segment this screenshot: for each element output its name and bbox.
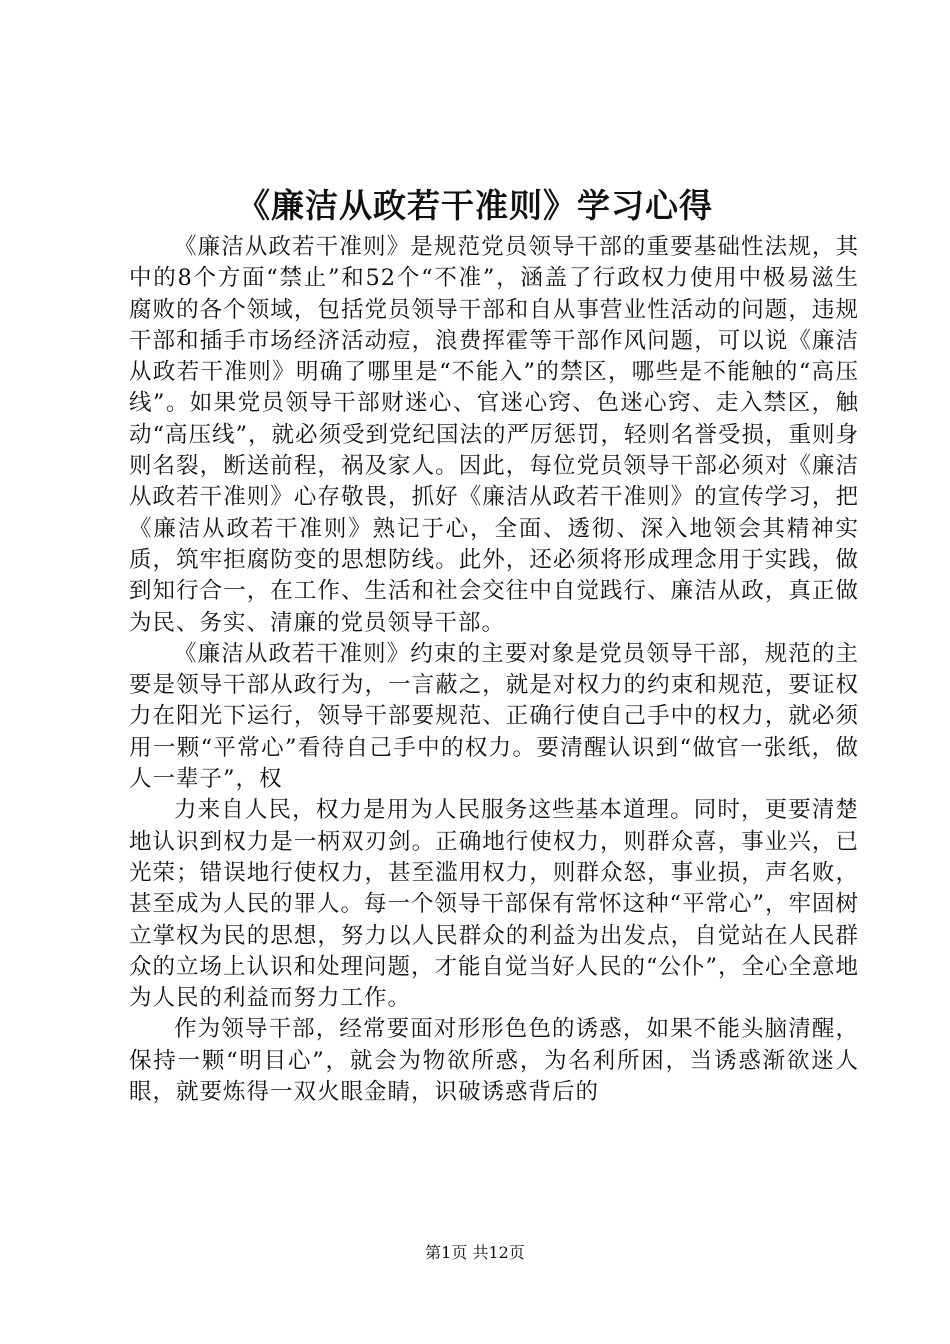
- page-number-footer: 第1页 共12页: [425, 1243, 525, 1262]
- paragraph: 作为领导干部，经常要面对形形色色的诱惑，如果不能头脑清醒，保持一颗“明目心”，就会为物欲所惑，为名利所困，当诱惑渐欲迷人眼，就要炼得一双火眼金睛，识破诱惑背后的: [129, 1016, 859, 1106]
- paragraph: 《廉洁从政若干准则》是规范党员领导干部的重要基础性法规，其中的8个方面“禁止”和52个“不准”，涵盖了行政权力使用中极易滋生腐败的各个领域，包括党员领导干部和自从事营业性活动的问题，违规干部和插手市场经济活动痘，浪费挥霍等干部作风问题，可以说《廉洁从政若干准则》明确了哪里是“不能入”的禁区，哪些是不能触的“高压线”。如果党员领导干部财迷心、官迷心窍、色迷心窍、走入禁区，触动“高压线”，就必须受到党纪国法的严厉惩罚，轻则名誉受损，重则身则名裂，断送前程，祸及家人。因此，每位党员领导干部必须对《廉洁从政若干准则》心存敬畏，抓好《廉洁从政若干准则》的宣传学习，把《廉洁从政若干准则》熟记于心，全面、透彻、深入地领会其精神实质，筑牢拒腐防变的思想防线。此外，还必须将形成理念用于实践，做到知行合一，在工作、生活和社会交往中自觉践行、廉洁从政，真正做为民、务实、清廉的党员领导干部。: [129, 234, 860, 636]
- paragraph: 力来自人民，权力是用为人民服务这些基本道理。同时，更要清楚地认识到权力是一柄双刃剑。正确地行使权力，则群众喜，事业兴，已光荣；错误地行使权力，甚至滥用权力，则群众怒，事业损，声名败，甚至成为人民的罪人。每一个领导干部保有常怀这种“平常心”，牢固树立掌权为民的思想，努力以人民群众的利益为出发点，自觉站在人民群众的立场上认识和处理问题，才能自觉当好人民的“公仆”，全心全意地为人民的利益而努力工作。: [129, 797, 860, 1012]
- paragraph: 《廉洁从政若干准则》约束的主要对象是党员领导干部，规范的主要是领导干部从政行为，一言蔽之，就是对权力的约束和规范，要证权力在阳光下运行，领导干部要规范、正确行使自己手中的权力，就必须用一颗“平常心”看待自己手中的权力。要清醒认识到“做官一张纸，做人一辈子”，权: [129, 640, 859, 793]
- document-title: 《廉洁从政若干准则》学习心得: [237, 186, 713, 225]
- document-body: [129, 232, 859, 1108]
